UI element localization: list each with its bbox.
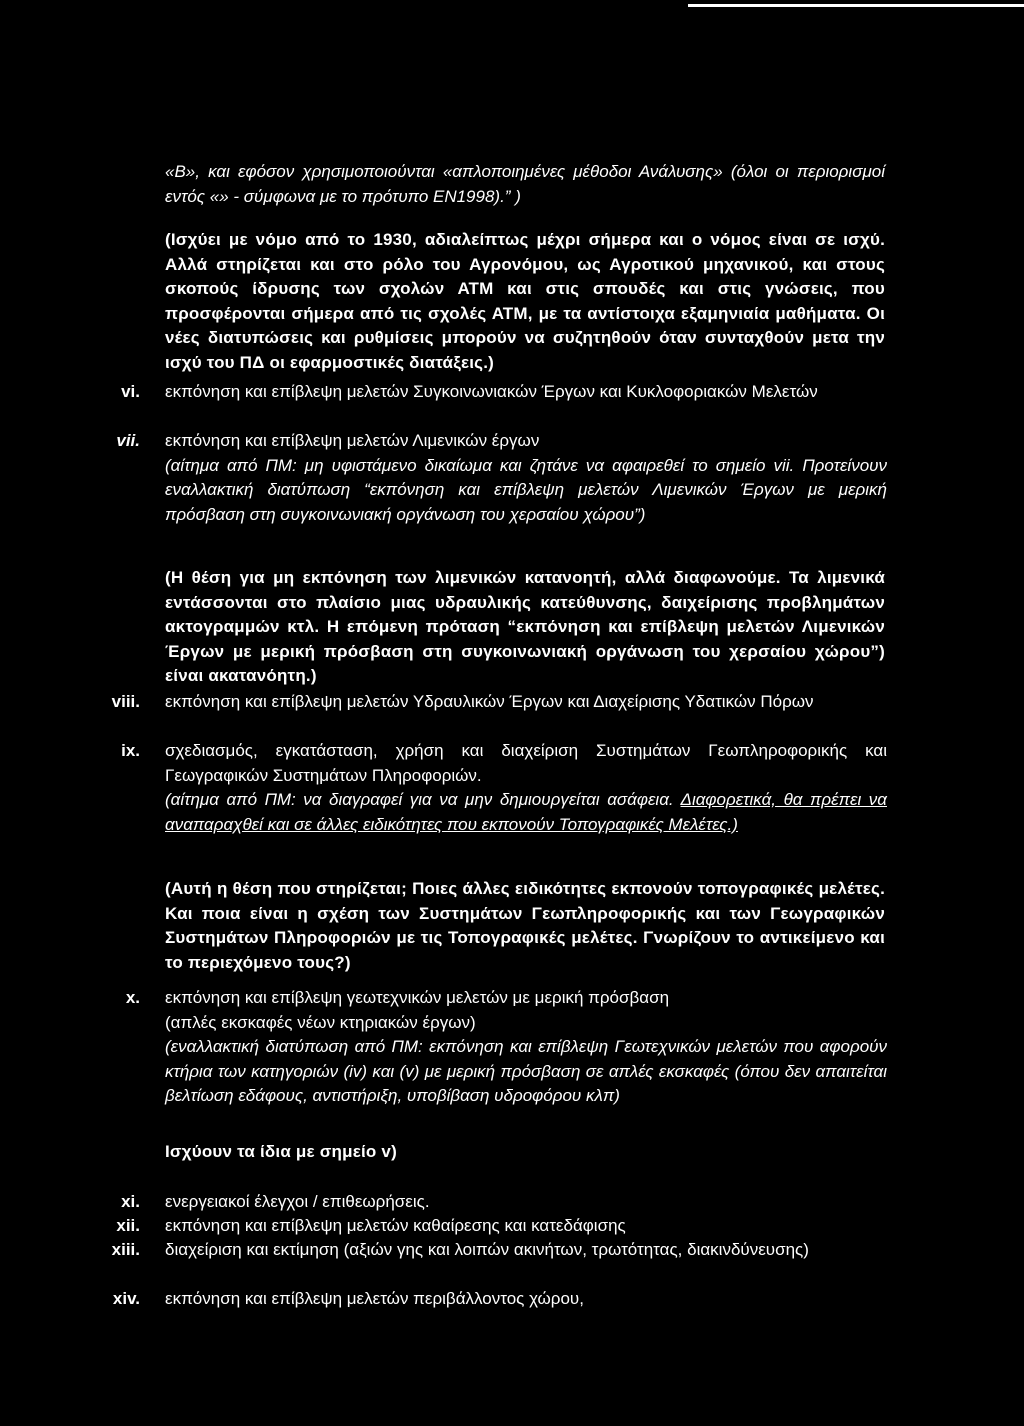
item-number: xi. — [121, 1192, 140, 1211]
item-text: διαχείριση και εκτίμηση (αξιών γης και λοιπών ακινήτων, τρωτότητας, διακινδύνευσης) — [165, 1240, 809, 1259]
item-text: εκπόνηση και επίβλεψη μελετών περιβάλλοντος χώρου, — [165, 1289, 584, 1308]
item-number: viii. — [111, 692, 140, 711]
item-text: εκπόνηση και επίβλεψη γεωτεχνικών μελετών με μερική πρόσβαση (απλές εκσκαφές νέων κτηριακών έργων) (εναλλακτική διατύπωση από ΠΜ: εκπόνηση και επίβλεψη Γεωτεχνικών μελετών που αφορούν κτήρια των κατηγοριών (iv) και (v) με μερική πρόσβαση σε απλές εκσκαφές (όπου δεν απαιτείται βελτίωση εδάφους, αντιστήριξη, υποβίβαση υδροφόρου κλπ) — [165, 986, 887, 1109]
top-edge-bar — [688, 4, 1024, 7]
item-text: εκπόνηση και επίβλεψη μελετών καθαίρεσης και κατεδάφισης — [165, 1216, 626, 1235]
item-text: ενεργειακοί έλεγχοι / επιθεωρήσεις. — [165, 1192, 430, 1211]
item-number: vi. — [121, 382, 140, 401]
top-note: «Β», και εφόσον χρησιμοποιούνται «απλοποιημένες μέθοδοι Ανάλυσης» (όλοι οι περιορισμοί εντός «» - σύμφωνα με το πρότυπο ΕΝ1998).” ) — [165, 162, 885, 206]
item-number: xiii. — [111, 1240, 140, 1259]
pm-note: (αίτημα από ΠΜ: να διαγραφεί για να μην δημιουργείται ασάφεια. Διαφορετικά, θα πρέπει να αναπαραχθεί και σε άλλες ειδικότητες που εκπονούν Τοπογραφικές Μελέτες.) — [165, 790, 887, 834]
document-page — [0, 140, 1024, 1426]
item-number: xii. — [116, 1216, 140, 1235]
item-text: εκπόνηση και επίβλεψη μελετών Λιμενικών έργων (αίτημα από ΠΜ: μη υφιστάμενο δικαίωμα και ζητάνε να αφαιρεθεί το σημείο vii. Προτείνουν εναλλακτική διατύπωση “εκπόνηση και επίβλεψη μελετών Λιμενικών Έργων με μερική πρόσβαση στη συγκοινωνιακή οργάνωση του χερσαίου χώρου”) — [165, 429, 887, 527]
item-number: xiv. — [112, 1289, 140, 1308]
comment-topography: (Αυτή η θέση που στηρίζεται; Ποιες άλλες ειδικότητες εκπονούν τοπογραφικές μελέτες. Και ποια είναι η σχέση των Συστημάτων Γεωπληροφορικής και των Γεωγραφικών Συστημάτων Πληροφοριών με τις Τοπογραφικές μελέτες. Γνωρίζουν το αντικείμενο και το περιεχόμενο τους?) — [165, 879, 885, 972]
comment-limenika: (Η θέση για μη εκπόνηση των λιμενικών κατανοητή, αλλά διαφωνούμε. Τα λιμενικά εντάσσονται στο πλαίσιο μιας υδραυλικής κατεύθυνσης, δαιχείρισης προβλημάτων ακτογραμμών κτλ. Η επόμενη πρόταση “εκπόνηση και επίβλεψη μελετών Λιμενικών Έργων με μερική πρόσβαση στη συγκοινωνιακή οργάνωση του χερσαίου χώρου”) είναι ακατανόητη.) — [165, 568, 885, 685]
item-number: vii. — [116, 431, 140, 450]
comment-same-as-v: Ισχύουν τα ίδια με σημείο v) — [165, 1142, 397, 1161]
item-text: εκπόνηση και επίβλεψη μελετών Υδραυλικών Έργων και Διαχείρισης Υδατικών Πόρων — [165, 692, 814, 711]
pm-note: (αίτημα από ΠΜ: μη υφιστάμενο δικαίωμα και ζητάνε να αφαιρεθεί το σημείο vii. Προτείνουν εναλλακτική διατύπωση “εκπόνηση και επίβλεψη μελετών Λιμενικών Έργων με μερική πρόσβαση στη συγκοινωνιακή οργάνωση του χερσαίου χώρου”) — [165, 455, 887, 524]
item-text: σχεδιασμός, εγκατάσταση, χρήση και διαχείριση Συστημάτων Γεωπληροφορικής και Γεωγραφικών Συστημάτων Πληροφοριών. (αίτημα από ΠΜ: να διαγραφεί για να μην δημιουργείται ασάφεια. Διαφορετικά, θα πρέπει να αναπαραχθεί και σε άλλες ειδικότητες που εκπονούν Τοπογραφικές Μελέτες.) — [165, 739, 887, 837]
item-text: εκπόνηση και επίβλεψη μελετών Συγκοινωνιακών Έργων και Κυκλοφοριακών Μελετών — [165, 382, 818, 401]
item-number: x. — [125, 988, 140, 1007]
comment-law-1930: (Ισχύει με νόμο από το 1930, αδιαλείπτως μέχρι σήμερα και ο νόμος είναι σε ισχύ. Αλλά στηρίζεται και στο ρόλο του Αγρονόμου, ως Αγροτικού μηχανικού, και στους σκοπούς ίδρυσης των σχολών ΑΤΜ και στις σπουδές και στις γνώσεις, που προσφέρονται σήμερα από τις σχολές ΑΤΜ, με τα αντίστοιχα εξαμηνιαία μαθήματα. Οι νέες διατυπώσεις και ρυθμίσεις μπορούν να συζητηθούν όταν συνταχθούν μετα την ισχύ του ΠΔ οι εφαρμοστικές διατάξεις.) — [165, 230, 885, 372]
item-number: ix. — [121, 741, 140, 760]
pm-note: (εναλλακτική διατύπωση από ΠΜ: εκπόνηση και επίβλεψη Γεωτεχνικών μελετών που αφορούν κτήρια των κατηγοριών (iv) και (v) με μερική πρόσβαση σε απλές εκσκαφές (όπου δεν απαιτείται βελτίωση εδάφους, αντιστήριξη, υποβίβαση υδροφόρου κλπ) — [165, 1037, 887, 1105]
